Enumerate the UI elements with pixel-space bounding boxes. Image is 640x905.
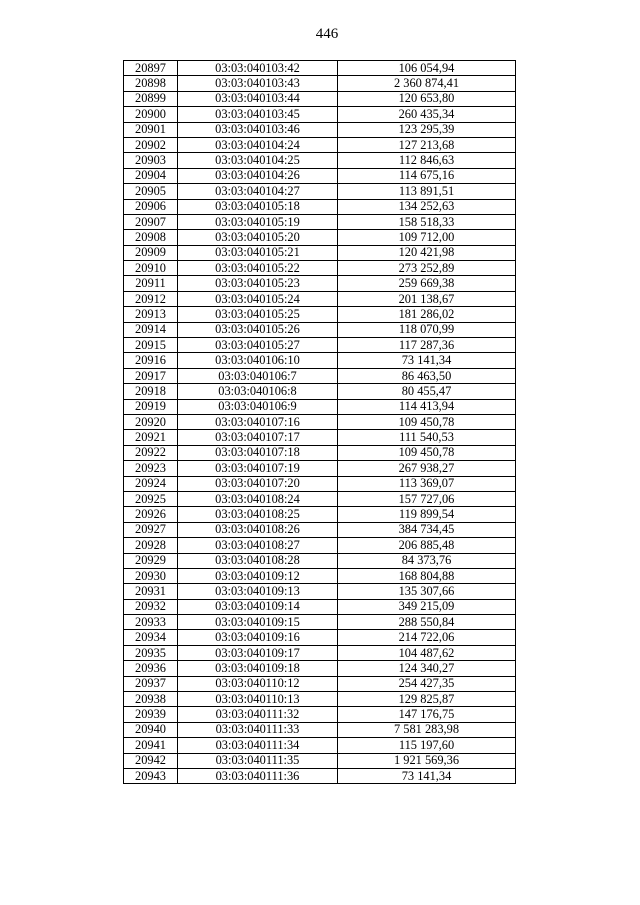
row-number-cell: 20907 bbox=[124, 214, 178, 229]
cadastral-number-cell: 03:03:040105:21 bbox=[178, 245, 338, 260]
row-number-cell: 20928 bbox=[124, 538, 178, 553]
table-row bbox=[124, 261, 516, 276]
row-number-cell: 20902 bbox=[124, 137, 178, 152]
row-number-cell: 20917 bbox=[124, 368, 178, 383]
table-row bbox=[124, 491, 516, 506]
row-number-cell: 20916 bbox=[124, 353, 178, 368]
value-cell: 109 450,78 bbox=[338, 445, 516, 460]
row-number-cell: 20915 bbox=[124, 338, 178, 353]
table-row bbox=[124, 584, 516, 599]
row-number-cell: 20925 bbox=[124, 491, 178, 506]
table-row bbox=[124, 338, 516, 353]
row-number-cell: 20898 bbox=[124, 76, 178, 91]
value-cell: 117 287,36 bbox=[338, 338, 516, 353]
cadastral-number-cell: 03:03:040105:20 bbox=[178, 230, 338, 245]
cadastral-number-cell: 03:03:040110:13 bbox=[178, 692, 338, 707]
value-cell: 113 891,51 bbox=[338, 184, 516, 199]
table-row bbox=[124, 414, 516, 429]
row-number-cell: 20926 bbox=[124, 507, 178, 522]
cadastral-number-cell: 03:03:040103:46 bbox=[178, 122, 338, 137]
row-number-cell: 20933 bbox=[124, 615, 178, 630]
table-row bbox=[124, 91, 516, 106]
cadastral-number-cell: 03:03:040109:12 bbox=[178, 568, 338, 583]
row-number-cell: 20901 bbox=[124, 122, 178, 137]
table-row bbox=[124, 738, 516, 753]
value-cell: 109 712,00 bbox=[338, 230, 516, 245]
value-cell: 86 463,50 bbox=[338, 368, 516, 383]
value-cell: 114 413,94 bbox=[338, 399, 516, 414]
value-cell: 214 722,06 bbox=[338, 630, 516, 645]
table-row bbox=[124, 184, 516, 199]
value-cell: 115 197,60 bbox=[338, 738, 516, 753]
table-row bbox=[124, 553, 516, 568]
cadastral-number-cell: 03:03:040109:18 bbox=[178, 661, 338, 676]
cadastral-number-cell: 03:03:040105:22 bbox=[178, 261, 338, 276]
value-cell: 104 487,62 bbox=[338, 645, 516, 660]
cadastral-number-cell: 03:03:040111:36 bbox=[178, 768, 338, 783]
value-cell: 113 369,07 bbox=[338, 476, 516, 491]
cadastral-number-cell: 03:03:040107:17 bbox=[178, 430, 338, 445]
cadastral-number-cell: 03:03:040104:26 bbox=[178, 168, 338, 183]
cadastral-number-cell: 03:03:040105:24 bbox=[178, 291, 338, 306]
row-number-cell: 20918 bbox=[124, 384, 178, 399]
table-row bbox=[124, 507, 516, 522]
table-row bbox=[124, 661, 516, 676]
value-cell: 109 450,78 bbox=[338, 414, 516, 429]
row-number-cell: 20923 bbox=[124, 461, 178, 476]
cadastral-number-cell: 03:03:040111:35 bbox=[178, 753, 338, 768]
row-number-cell: 20899 bbox=[124, 91, 178, 106]
cadastral-number-cell: 03:03:040110:12 bbox=[178, 676, 338, 691]
table-row bbox=[124, 214, 516, 229]
row-number-cell: 20906 bbox=[124, 199, 178, 214]
cadastral-number-cell: 03:03:040107:20 bbox=[178, 476, 338, 491]
row-number-cell: 20937 bbox=[124, 676, 178, 691]
table-row bbox=[124, 707, 516, 722]
value-cell: 112 846,63 bbox=[338, 153, 516, 168]
row-number-cell: 20920 bbox=[124, 414, 178, 429]
row-number-cell: 20921 bbox=[124, 430, 178, 445]
cadastral-number-cell: 03:03:040105:26 bbox=[178, 322, 338, 337]
cadastral-number-cell: 03:03:040111:32 bbox=[178, 707, 338, 722]
table-row bbox=[124, 630, 516, 645]
table-row bbox=[124, 107, 516, 122]
table-row bbox=[124, 76, 516, 91]
row-number-cell: 20897 bbox=[124, 61, 178, 76]
value-cell: 273 252,89 bbox=[338, 261, 516, 276]
cadastral-number-cell: 03:03:040108:28 bbox=[178, 553, 338, 568]
row-number-cell: 20930 bbox=[124, 568, 178, 583]
table-row bbox=[124, 445, 516, 460]
value-cell: 135 307,66 bbox=[338, 584, 516, 599]
cadastral-number-cell: 03:03:040103:43 bbox=[178, 76, 338, 91]
row-number-cell: 20900 bbox=[124, 107, 178, 122]
table-row bbox=[124, 61, 516, 76]
cadastral-number-cell: 03:03:040109:15 bbox=[178, 615, 338, 630]
page-number: 446 bbox=[315, 26, 339, 42]
cadastral-number-cell: 03:03:040104:27 bbox=[178, 184, 338, 199]
table-row bbox=[124, 768, 516, 783]
cadastral-number-cell: 03:03:040109:14 bbox=[178, 599, 338, 614]
cadastral-number-cell: 03:03:040105:18 bbox=[178, 199, 338, 214]
value-cell: 157 727,06 bbox=[338, 491, 516, 506]
value-cell: 129 825,87 bbox=[338, 692, 516, 707]
cadastral-number-cell: 03:03:040105:19 bbox=[178, 214, 338, 229]
row-number-cell: 20931 bbox=[124, 584, 178, 599]
cadastral-number-cell: 03:03:040106:9 bbox=[178, 399, 338, 414]
value-cell: 206 885,48 bbox=[338, 538, 516, 553]
table-row bbox=[124, 753, 516, 768]
cadastral-number-cell: 03:03:040103:42 bbox=[178, 61, 338, 76]
table-row bbox=[124, 353, 516, 368]
value-cell: 201 138,67 bbox=[338, 291, 516, 306]
value-cell: 106 054,94 bbox=[338, 61, 516, 76]
table-row bbox=[124, 538, 516, 553]
table-row bbox=[124, 615, 516, 630]
table-row bbox=[124, 461, 516, 476]
value-cell: 260 435,34 bbox=[338, 107, 516, 122]
table-body bbox=[124, 61, 516, 784]
table-row bbox=[124, 137, 516, 152]
row-number-cell: 20913 bbox=[124, 307, 178, 322]
row-number-cell: 20938 bbox=[124, 692, 178, 707]
table-row bbox=[124, 291, 516, 306]
cadastral-number-cell: 03:03:040106:10 bbox=[178, 353, 338, 368]
value-cell: 168 804,88 bbox=[338, 568, 516, 583]
cadastral-number-cell: 03:03:040103:44 bbox=[178, 91, 338, 106]
value-cell: 119 899,54 bbox=[338, 507, 516, 522]
value-cell: 114 675,16 bbox=[338, 168, 516, 183]
row-number-cell: 20935 bbox=[124, 645, 178, 660]
cadastral-number-cell: 03:03:040108:26 bbox=[178, 522, 338, 537]
cadastral-number-cell: 03:03:040109:16 bbox=[178, 630, 338, 645]
value-cell: 111 540,53 bbox=[338, 430, 516, 445]
value-cell: 127 213,68 bbox=[338, 137, 516, 152]
cadastral-number-cell: 03:03:040103:45 bbox=[178, 107, 338, 122]
table-row bbox=[124, 399, 516, 414]
value-cell: 267 938,27 bbox=[338, 461, 516, 476]
row-number-cell: 20903 bbox=[124, 153, 178, 168]
value-cell: 349 215,09 bbox=[338, 599, 516, 614]
value-cell: 134 252,63 bbox=[338, 199, 516, 214]
row-number-cell: 20919 bbox=[124, 399, 178, 414]
cadastral-number-cell: 03:03:040107:19 bbox=[178, 461, 338, 476]
cadastral-number-cell: 03:03:040105:27 bbox=[178, 338, 338, 353]
table-row bbox=[124, 568, 516, 583]
value-cell: 120 653,80 bbox=[338, 91, 516, 106]
row-number-cell: 20924 bbox=[124, 476, 178, 491]
row-number-cell: 20939 bbox=[124, 707, 178, 722]
cadastral-number-cell: 03:03:040109:13 bbox=[178, 584, 338, 599]
table-row bbox=[124, 122, 516, 137]
value-cell: 118 070,99 bbox=[338, 322, 516, 337]
row-number-cell: 20922 bbox=[124, 445, 178, 460]
value-cell: 181 286,02 bbox=[338, 307, 516, 322]
data-table bbox=[123, 60, 516, 784]
table-row bbox=[124, 153, 516, 168]
row-number-cell: 20929 bbox=[124, 553, 178, 568]
value-cell: 384 734,45 bbox=[338, 522, 516, 537]
row-number-cell: 20909 bbox=[124, 245, 178, 260]
value-cell: 73 141,34 bbox=[338, 353, 516, 368]
table-row bbox=[124, 722, 516, 737]
row-number-cell: 20910 bbox=[124, 261, 178, 276]
value-cell: 73 141,34 bbox=[338, 768, 516, 783]
value-cell: 123 295,39 bbox=[338, 122, 516, 137]
table-row bbox=[124, 245, 516, 260]
value-cell: 120 421,98 bbox=[338, 245, 516, 260]
row-number-cell: 20934 bbox=[124, 630, 178, 645]
row-number-cell: 20942 bbox=[124, 753, 178, 768]
cadastral-number-cell: 03:03:040105:23 bbox=[178, 276, 338, 291]
cadastral-number-cell: 03:03:040111:33 bbox=[178, 722, 338, 737]
cadastral-number-cell: 03:03:040107:18 bbox=[178, 445, 338, 460]
cadastral-number-cell: 03:03:040104:24 bbox=[178, 137, 338, 152]
row-number-cell: 20927 bbox=[124, 522, 178, 537]
table-row bbox=[124, 430, 516, 445]
table-row bbox=[124, 276, 516, 291]
data-table-container bbox=[123, 60, 516, 784]
cadastral-number-cell: 03:03:040108:27 bbox=[178, 538, 338, 553]
row-number-cell: 20904 bbox=[124, 168, 178, 183]
row-number-cell: 20914 bbox=[124, 322, 178, 337]
row-number-cell: 20932 bbox=[124, 599, 178, 614]
row-number-cell: 20908 bbox=[124, 230, 178, 245]
value-cell: 158 518,33 bbox=[338, 214, 516, 229]
cadastral-number-cell: 03:03:040104:25 bbox=[178, 153, 338, 168]
table-row bbox=[124, 384, 516, 399]
value-cell: 2 360 874,41 bbox=[338, 76, 516, 91]
value-cell: 124 340,27 bbox=[338, 661, 516, 676]
row-number-cell: 20911 bbox=[124, 276, 178, 291]
cadastral-number-cell: 03:03:040108:24 bbox=[178, 491, 338, 506]
value-cell: 254 427,35 bbox=[338, 676, 516, 691]
table-row bbox=[124, 199, 516, 214]
value-cell: 259 669,38 bbox=[338, 276, 516, 291]
cadastral-number-cell: 03:03:040106:8 bbox=[178, 384, 338, 399]
table-row bbox=[124, 168, 516, 183]
table-row bbox=[124, 676, 516, 691]
row-number-cell: 20912 bbox=[124, 291, 178, 306]
table-row bbox=[124, 599, 516, 614]
table-row bbox=[124, 230, 516, 245]
value-cell: 1 921 569,36 bbox=[338, 753, 516, 768]
table-row bbox=[124, 645, 516, 660]
table-row bbox=[124, 307, 516, 322]
cadastral-number-cell: 03:03:040108:25 bbox=[178, 507, 338, 522]
value-cell: 147 176,75 bbox=[338, 707, 516, 722]
table-row bbox=[124, 692, 516, 707]
cadastral-number-cell: 03:03:040109:17 bbox=[178, 645, 338, 660]
table-row bbox=[124, 522, 516, 537]
cadastral-number-cell: 03:03:040105:25 bbox=[178, 307, 338, 322]
row-number-cell: 20943 bbox=[124, 768, 178, 783]
value-cell: 84 373,76 bbox=[338, 553, 516, 568]
row-number-cell: 20905 bbox=[124, 184, 178, 199]
row-number-cell: 20941 bbox=[124, 738, 178, 753]
table-row bbox=[124, 322, 516, 337]
cadastral-number-cell: 03:03:040106:7 bbox=[178, 368, 338, 383]
value-cell: 7 581 283,98 bbox=[338, 722, 516, 737]
row-number-cell: 20936 bbox=[124, 661, 178, 676]
cadastral-number-cell: 03:03:040107:16 bbox=[178, 414, 338, 429]
cadastral-number-cell: 03:03:040111:34 bbox=[178, 738, 338, 753]
row-number-cell: 20940 bbox=[124, 722, 178, 737]
value-cell: 80 455,47 bbox=[338, 384, 516, 399]
value-cell: 288 550,84 bbox=[338, 615, 516, 630]
table-row bbox=[124, 476, 516, 491]
table-row bbox=[124, 368, 516, 383]
